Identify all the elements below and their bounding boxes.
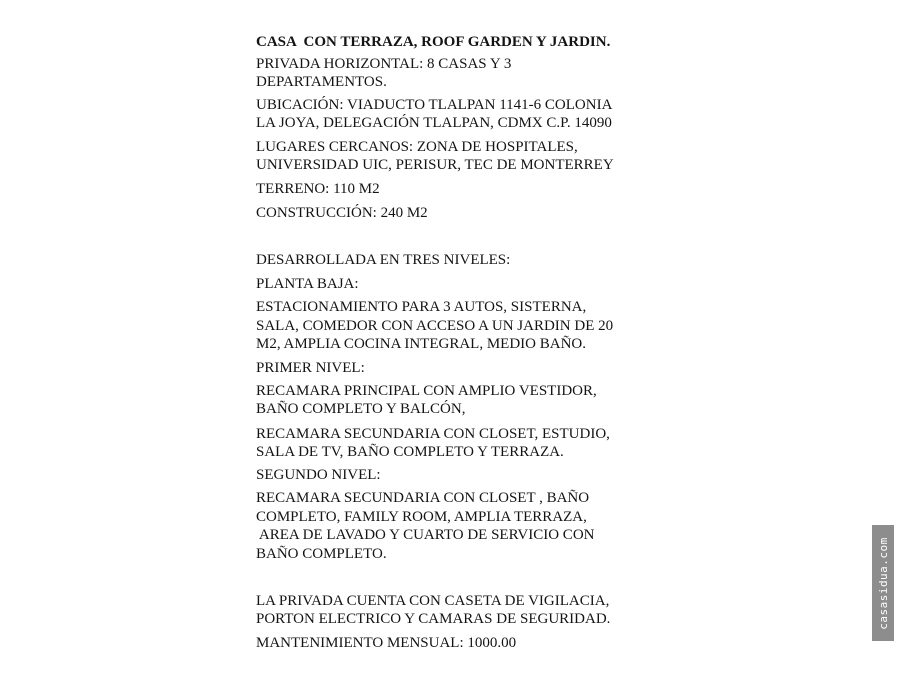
text-line: SALA, COMEDOR CON ACCESO A UN JARDIN DE 20 — [256, 318, 614, 334]
text-line: UNIVERSIDAD UIC, PERISUR, TEC DE MONTERREY — [256, 157, 614, 173]
text-line: COMPLETO, FAMILY ROOM, AMPLIA TERRAZA, — [256, 509, 587, 525]
text-line: RECAMARA SECUNDARIA CON CLOSET , BAÑO — [256, 490, 590, 506]
text-line: PLANTA BAJA: — [256, 276, 359, 292]
text-line: SALA DE TV, BAÑO COMPLETO Y TERRAZA. — [256, 444, 564, 460]
text-line: M2, AMPLIA COCINA INTEGRAL, MEDIO BAÑO. — [256, 336, 587, 352]
text-line: PRIVADA HORIZONTAL: 8 CASAS Y 3 — [256, 56, 512, 72]
text-line: LUGARES CERCANOS: ZONA DE HOSPITALES, — [256, 139, 578, 155]
listing-title: CASA CON TERRAZA, ROOF GARDEN Y JARDIN. — [256, 34, 611, 50]
text-line: SEGUNDO NIVEL: — [256, 467, 381, 483]
text-line: CONSTRUCCIÓN: 240 M2 — [256, 205, 428, 221]
text-line: LA JOYA, DELEGACIÓN TLALPAN, CDMX C.P. 14090 — [256, 115, 612, 131]
text-line: BAÑO COMPLETO Y BALCÓN, — [256, 401, 466, 417]
text-line: PRIMER NIVEL: — [256, 360, 365, 376]
text-line: MANTENIMIENTO MENSUAL: 1000.00 — [256, 635, 517, 651]
text-line: PORTON ELECTRICO Y CAMARAS DE SEGURIDAD. — [256, 611, 611, 627]
text-line: UBICACIÓN: VIADUCTO TLALPAN 1141-6 COLONIA — [256, 97, 613, 113]
text-line: ESTACIONAMIENTO PARA 3 AUTOS, SISTERNA, — [256, 299, 587, 315]
text-line: DEPARTAMENTOS. — [256, 74, 387, 90]
text-line: BAÑO COMPLETO. — [256, 546, 387, 562]
text-line: RECAMARA PRINCIPAL CON AMPLIO VESTIDOR, — [256, 383, 597, 399]
watermark-text: casasidua.com — [876, 536, 890, 630]
text-line: RECAMARA SECUNDARIA CON CLOSET, ESTUDIO, — [256, 426, 610, 442]
watermark-badge — [872, 525, 894, 641]
text-line: DESARROLLADA EN TRES NIVELES: — [256, 252, 511, 268]
text-line: TERRENO: 110 M2 — [256, 181, 380, 197]
text-line: LA PRIVADA CUENTA CON CASETA DE VIGILACIA, — [256, 593, 610, 609]
text-line: AREA DE LAVADO Y CUARTO DE SERVICIO CON — [256, 527, 595, 543]
